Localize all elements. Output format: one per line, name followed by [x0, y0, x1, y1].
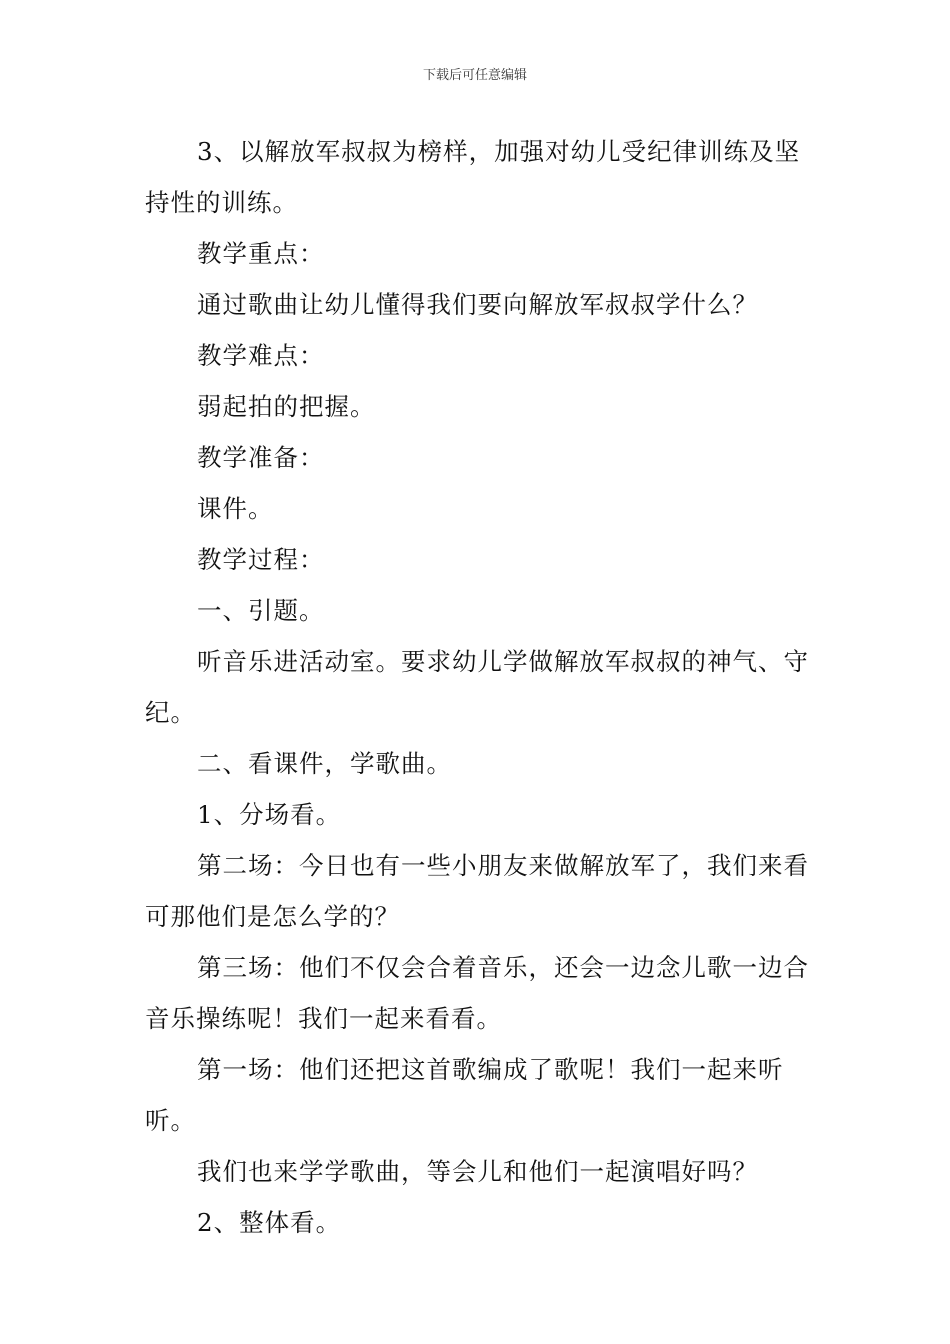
section-courseware: 二、看课件，学歌曲。: [197, 749, 452, 778]
heading-process: 教学过程：: [197, 545, 325, 574]
paragraph-scene-three: 第三场：他们不仅会合着音乐，还会一边念儿歌一边合音乐操练呢！我们一起来看看。: [145, 953, 809, 1033]
page-header: 下载后可任意编辑: [422, 68, 527, 83]
heading-preparation: 教学准备：: [197, 443, 325, 472]
step-watch-whole: 2、整体看。: [197, 1208, 342, 1237]
paragraph-learn-song: 我们也来学学歌曲，等会儿和他们一起演唱好吗？: [197, 1157, 758, 1186]
step-watch-by-scene: 1、分场看。: [197, 800, 342, 829]
document-body: [145, 126, 810, 1248]
paragraph-scene-one: 第一场：他们还把这首歌编成了歌呢！我们一起来听听。: [145, 1055, 784, 1135]
heading-key-points: 教学重点：: [197, 239, 325, 268]
paragraph-objective-3: 3、以解放军叔叔为榜样，加强对幼儿受纪律训练及坚持性的训练。: [145, 137, 801, 217]
paragraph-key-points: 通过歌曲让幼儿懂得我们要向解放军叔叔学什么？: [197, 290, 758, 319]
section-introduction: 一、引题。: [197, 596, 325, 625]
paragraph-preparation: 课件。: [197, 494, 274, 523]
paragraph-difficulties: 弱起拍的把握。: [197, 392, 376, 421]
paragraph-introduction: 听音乐进活动室。要求幼儿学做解放军叔叔的神气、守纪。: [145, 647, 809, 727]
paragraph-scene-two: 第二场：今日也有一些小朋友来做解放军了，我们来看可那他们是怎么学的？: [145, 851, 809, 931]
heading-difficulties: 教学难点：: [197, 341, 325, 370]
